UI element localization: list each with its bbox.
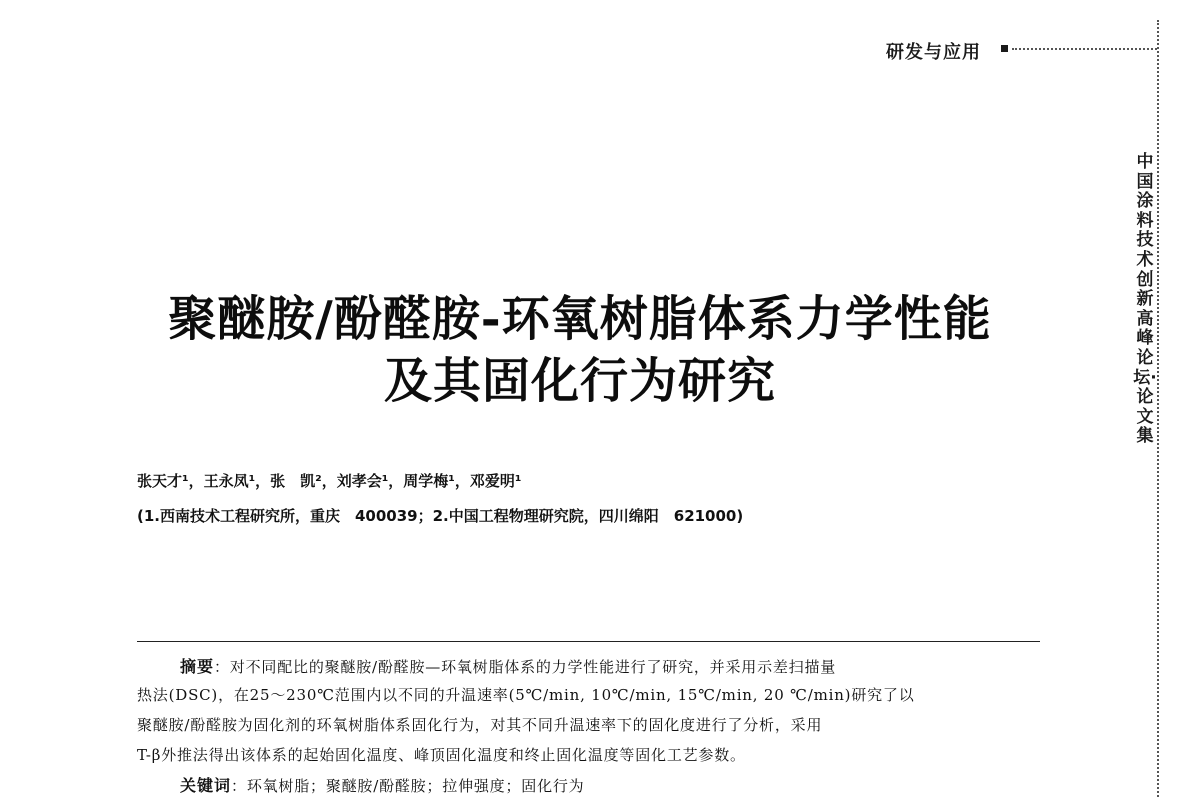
keywords-line bbox=[180, 773, 1042, 796]
header-dotted-leader bbox=[1012, 48, 1157, 50]
abstract-line-2: 热法(DSC)，在25～230℃范围内以不同的升温速率(5℃/min, 10℃/min, 15℃/min, 20 ℃/min)研究了以 bbox=[137, 686, 915, 704]
abstract-line-3: 聚醚胺/酚醛胺为固化剂的环氧树脂体系固化行为，对其不同升温速率下的固化度进行了分析，采用 bbox=[137, 716, 823, 734]
paper-title-line-1: 聚醚胺/酚醛胺-环氧树脂体系力学性能 bbox=[168, 291, 992, 347]
keywords-text: ：环氧树脂；聚醚胺/酚醛胺；拉伸强度；固化行为 bbox=[231, 777, 585, 795]
header-bullet-square bbox=[1001, 45, 1008, 52]
page-margin-dotted-line bbox=[1157, 20, 1159, 797]
abstract-line-1 bbox=[180, 654, 1042, 677]
section-header: 研发与应用 bbox=[886, 42, 981, 63]
keywords-label: 关键词 bbox=[180, 776, 232, 795]
abstract-divider bbox=[137, 641, 1040, 642]
paper-affiliations: (1.西南技术工程研究所，重庆 400039；2.中国工程物理研究院，四川绵阳 621000) bbox=[137, 507, 744, 525]
abstract-label: 摘要 bbox=[180, 657, 215, 676]
paper-authors: 张天才¹，王永凤¹，张 凯²，刘孝会¹，周学梅¹，邓爱明¹ bbox=[137, 472, 522, 490]
journal-side-title: 中国涂料技术创新高峰论坛·论文集 bbox=[1133, 152, 1157, 447]
abstract-text: ：对不同配比的聚醚胺/酚醛胺—环氧树脂体系的力学性能进行了研究，并采用示差扫描量 bbox=[214, 658, 837, 676]
abstract-line-4: T-β外推法得出该体系的起始固化温度、峰顶固化温度和终止固化温度等固化工艺参数。 bbox=[137, 746, 746, 764]
paper-title-line-2: 及其固化行为研究 bbox=[383, 353, 776, 409]
